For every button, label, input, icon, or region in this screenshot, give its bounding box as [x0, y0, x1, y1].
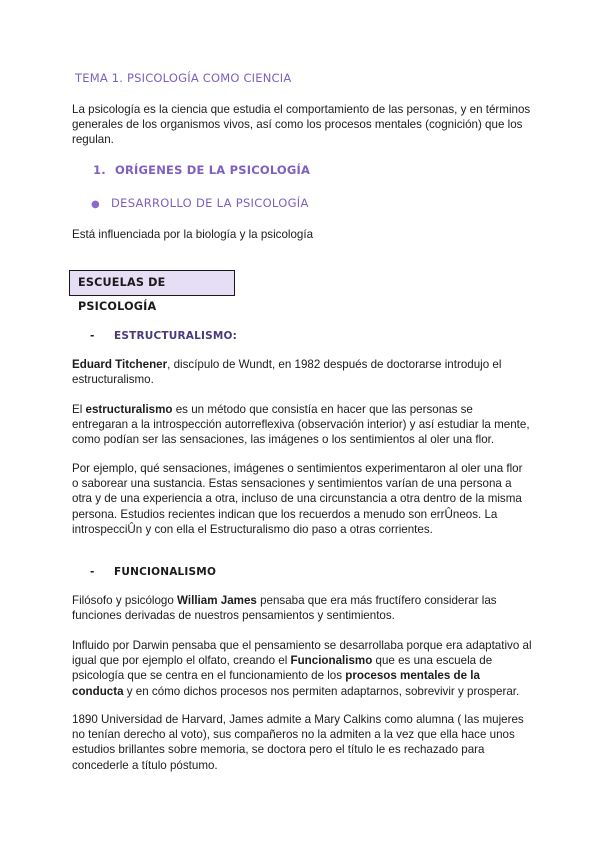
text-run: El: [72, 403, 86, 416]
dash-bullet: -: [90, 330, 95, 342]
section-heading-label: ORÍGENES DE LA PSICOLOGÍA: [115, 163, 311, 177]
functionalism-paragraph-2: [72, 638, 532, 699]
bold-text: William James: [177, 594, 257, 607]
text-run: que es una escuela de psicología que se centra en el funcionamiento de los: [72, 654, 493, 683]
influence-paragraph: Está influenciada por la biología y la psicología: [72, 228, 314, 241]
functionalism-heading-label: FUNCIONALISMO: [114, 566, 217, 578]
structuralism-heading-label: ESTRUCTURALISMO:: [114, 330, 238, 342]
text-run: , discípulo de Wundt, en 1982 después de doctorarse introdujo el estructuralismo.: [72, 358, 502, 387]
subsection-heading-development: [91, 196, 309, 210]
section-heading-origins: [93, 163, 310, 177]
structuralism-heading: [90, 330, 237, 342]
functionalism-paragraph-3: 1890 Universidad de Harvard, James admite a Mary Calkins como alumna ( las mujeres no tenían derecho al voto), sus compañeros no la admiten a la vez que ella hace unos estudios brillantes sobre memoria, se doctora pero el título le es rechazado para concederle a título póstumo.: [72, 713, 524, 772]
structuralism-paragraph-1: [72, 357, 532, 387]
bold-text: Funcionalismo: [290, 654, 373, 668]
text-run: Filósofo y psicólogo: [72, 594, 178, 607]
section-number: 1.: [93, 163, 106, 177]
dash-bullet: -: [90, 566, 95, 578]
structuralism-paragraph-3: Por ejemplo, qué sensaciones, imágenes o sentimientos experimentaron al oler una flor o saborear una sustancia. Estas sensaciones y sentimientos varían de una persona a otra y de una experiencia a otra, incluso de una circunstancia a otra dentro de la misma persona. Estudios recientes indican que los recuerdos a menudo son errÛneos. La introspecciÛn y con ella el Estructuralismo dio paso a otras corrientes.: [72, 462, 523, 536]
bold-text: procesos mentales de la conducta: [72, 669, 480, 698]
bullet-icon: ●: [91, 199, 101, 210]
document-title: TEMA 1. PSICOLOGÍA COMO CIENCIA: [75, 71, 292, 85]
bold-text: estructuralismo: [85, 403, 173, 416]
functionalism-heading: [90, 566, 216, 578]
text-run: es un método que consistía en hacer que las personas se entregaran a la introspección autorreflexiva (observación interior) y así estudiar la mente, como podían ser las sensaciones, las imágenes o los sentimientos al oler una flor.: [72, 403, 530, 447]
schools-box-heading: ESCUELAS DE PSICOLOGÍA: [69, 270, 235, 296]
intro-paragraph: La psicología es la ciencia que estudia el comportamiento de las personas, y en términos generales de los organismos vivos, así como los procesos mentales (cognición) que los regulan.: [72, 103, 531, 147]
structuralism-paragraph-2: [72, 402, 532, 448]
functionalism-paragraph-1: [72, 593, 532, 623]
subsection-heading-label: DESARROLLO DE LA PSICOLOGÍA: [111, 196, 309, 210]
text-run: pensaba que era más fructífero considerar las funciones derivadas de nuestros pensamientos y sentimientos.: [72, 594, 497, 623]
text-run: y en cómo dichos procesos nos permiten adaptarnos, sobrevivir y prosperar.: [123, 684, 520, 698]
bold-text: Eduard Titchener: [72, 358, 168, 371]
text-run: Influido por Darwin pensaba que el pensamiento se desarrollaba porque era adaptativo al igual que por ejemplo el olfato, creando el: [72, 639, 532, 668]
